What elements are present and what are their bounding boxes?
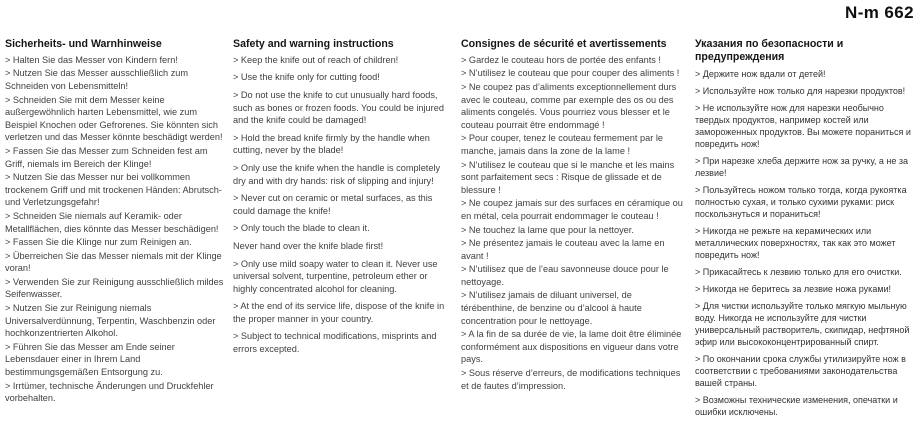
instruction-item: > Halten Sie das Messer von Kindern fern!: [5, 54, 178, 65]
instruction-item: > Возможны технические изменения, опечатки и ошибки исключены.: [695, 394, 898, 417]
column-heading: Safety and warning instructions: [233, 38, 394, 50]
instruction-item: > Use the knife only for cutting food!: [233, 72, 380, 83]
instruction-item: > Nutzen Sie das Messer ausschließlich zum Schneiden von Lebensmitteln!: [5, 68, 189, 91]
instruction-item: > Никогда не беритесь за лезвие ножа руками!: [695, 283, 892, 294]
model-number: N-m 662: [845, 3, 914, 22]
instruction-item: > Прикасайтесь к лезвию только для его очистки.: [695, 266, 902, 277]
instruction-item: > Nutzen Sie zur Reinigung niemals Universalverdünnung, Terpentin, Waschbenzin oder hochkonzentrierten Alkohol.: [5, 303, 216, 339]
instruction-item: > Only use the knife when the handle is completely dry and with dry hands: risk of slipping and injury!: [233, 162, 441, 186]
instruction-item: > Для чистки используйте только мягкую мыльную воду. Никогда не используйте для чистки универсальный растворитель, скипидар, нефтяной эфир или высококонцентрированный спирт.: [695, 300, 910, 347]
instruction-item: > Gardez le couteau hors de portée des enfants !: [461, 54, 661, 65]
instruction-item: > Ne coupez pas d’aliments exceptionnellement durs avec le couteau, comme par exemple des os ou des aliments congelés. Vous pourriez vous blesser et le couteau pourrait être endommagé !: [461, 81, 677, 130]
instruction-item: > Ne coupez jamais sur des surfaces en céramique ou en métal, cela pourrait endommager le couteau !: [461, 198, 683, 221]
instruction-item: > A la fin de sa durée de vie, la lame doit être éliminée conformément aux dispositions en vigueur dans votre pays.: [461, 329, 682, 365]
instruction-item: > Fassen Sie die Klinge nur zum Reinigen an.: [5, 237, 192, 248]
instruction-item: > N’utilisez le couteau que pour couper des aliments !: [461, 68, 680, 79]
instruction-item: > Ne touchez la lame que pour la nettoyer.: [461, 224, 634, 235]
instruction-item: > Держите нож вдали от детей!: [695, 68, 826, 79]
instruction-item: > Irrtümer, technische Änderungen und Druckfehler vorbehalten.: [5, 380, 214, 404]
instruction-item: > Никогда не режьте на керамических или металлических поверхностях, так как это может повредить нож!: [695, 225, 896, 260]
instruction-item: > Пользуйтесь ножом только тогда, когда рукоятка полностью сухая, и только сухими руками: риск поскользнуться и пораниться!: [695, 184, 907, 219]
instruction-item: > Не используйте нож для нарезки необычно твердых продуктов, например костей или замороженных продуктов. Вы можете пораниться и повредить нож!: [695, 102, 911, 149]
column-items: [695, 68, 917, 418]
instruction-item: > Never cut on ceramic or metal surfaces, as this could damage the knife!: [233, 193, 433, 216]
column-ru: [695, 38, 917, 423]
instruction-item: > Hold the bread knife firmly by the handle when cutting, never by the blade!: [233, 132, 430, 156]
column-fr: [461, 38, 686, 393]
instruction-item: > Используйте нож только для нарезки продуктов!: [695, 85, 906, 96]
instruction-item: > По окончании срока службы утилизируйте нож в соответствии с требованиями законодательства вашей страны.: [695, 353, 906, 388]
column-heading: Sicherheits- und Warnhinweise: [5, 38, 162, 50]
instruction-item: > Schneiden Sie niemals auf Keramik- oder Metallflächen, dies könnte das Messer beschädigen!: [5, 210, 219, 234]
instruction-item: > At the end of its service life, dispose of the knife in the proper manner in your country.: [233, 301, 445, 324]
instruction-item: Never hand over the knife blade first!: [233, 240, 384, 251]
language-columns-container: [5, 38, 917, 423]
instruction-item: > Schneiden Sie mit dem Messer keine außergewöhnlich harten Lebensmittel, wie zum Beispiel Knochen oder Gefrorenes. Sie könnten sich verletzen und das Messer könnte beschädigt werden!: [5, 94, 223, 143]
column-items: [233, 54, 452, 356]
instruction-item: > Subject to technical modifications, misprints and errors excepted.: [233, 331, 437, 355]
instruction-item: > Ne présentez jamais le couteau avec la lame en avant !: [461, 238, 665, 261]
column-heading: Consignes de sécurité et avertissements: [461, 38, 667, 50]
column-de: [5, 38, 224, 406]
instruction-item: > Only use mild soapy water to clean it. Never use universal solvent, turpentine, petroleum ether or highly concentrated alcohol for cleaning.: [233, 258, 438, 294]
column-heading: Указания по безопасности и предупреждения: [695, 38, 844, 63]
instruction-item: > Do not use the knife to cut unusually hard foods, such as bones or frozen foods. You could be injured and the knife could be damaged!: [233, 89, 444, 126]
column-en: [233, 38, 452, 361]
instruction-item: > Keep the knife out of reach of children!: [233, 54, 399, 65]
instruction-item: > N’utilisez jamais de diluant universel, de térébenthine, de benzine ou d’alcool à haute concentration pour le nettoyage.: [461, 290, 642, 326]
instruction-item: > Pour couper, tenez le couteau fermement par le manche, jamais dans la zone de la lame !: [461, 133, 663, 156]
column-items: [461, 54, 686, 392]
instruction-item: > Sous réserve d’erreurs, de modifications techniques et de fautes d’impression.: [461, 368, 681, 391]
instruction-item: > N’utilisez que de l’eau savonneuse douce pour le nettoyage.: [461, 264, 669, 287]
instruction-item: > Verwenden Sie zur Reinigung ausschließlich mildes Seifenwasser.: [5, 276, 224, 300]
instruction-item: > Führen Sie das Messer am Ende seiner Lebensdauer einer in Ihrem Land bestimmungsgemäßen Entsorgung zu.: [5, 341, 175, 378]
instruction-item: > Überreichen Sie das Messer niemals mit der Klinge voran!: [5, 250, 222, 274]
instruction-item: > Nutzen Sie das Messer nur bei vollkommen trockenem Griff und mit trockenen Händen: Abrutsch- und Verletzungsgefahr!: [5, 172, 222, 208]
instruction-item: > Fassen Sie das Messer zum Schneiden fest am Griff, niemals im Bereich der Klinge!: [5, 145, 208, 169]
column-items: [5, 54, 224, 405]
instruction-item: > N’utilisez le couteau que si le manche et les mains sont parfaitement secs : Risque de glissade et de blessure !: [461, 159, 675, 195]
instruction-item: > При нарезке хлеба держите нож за ручку, а не за лезвие!: [695, 155, 909, 178]
instruction-item: > Only touch the blade to clean it.: [233, 223, 370, 234]
